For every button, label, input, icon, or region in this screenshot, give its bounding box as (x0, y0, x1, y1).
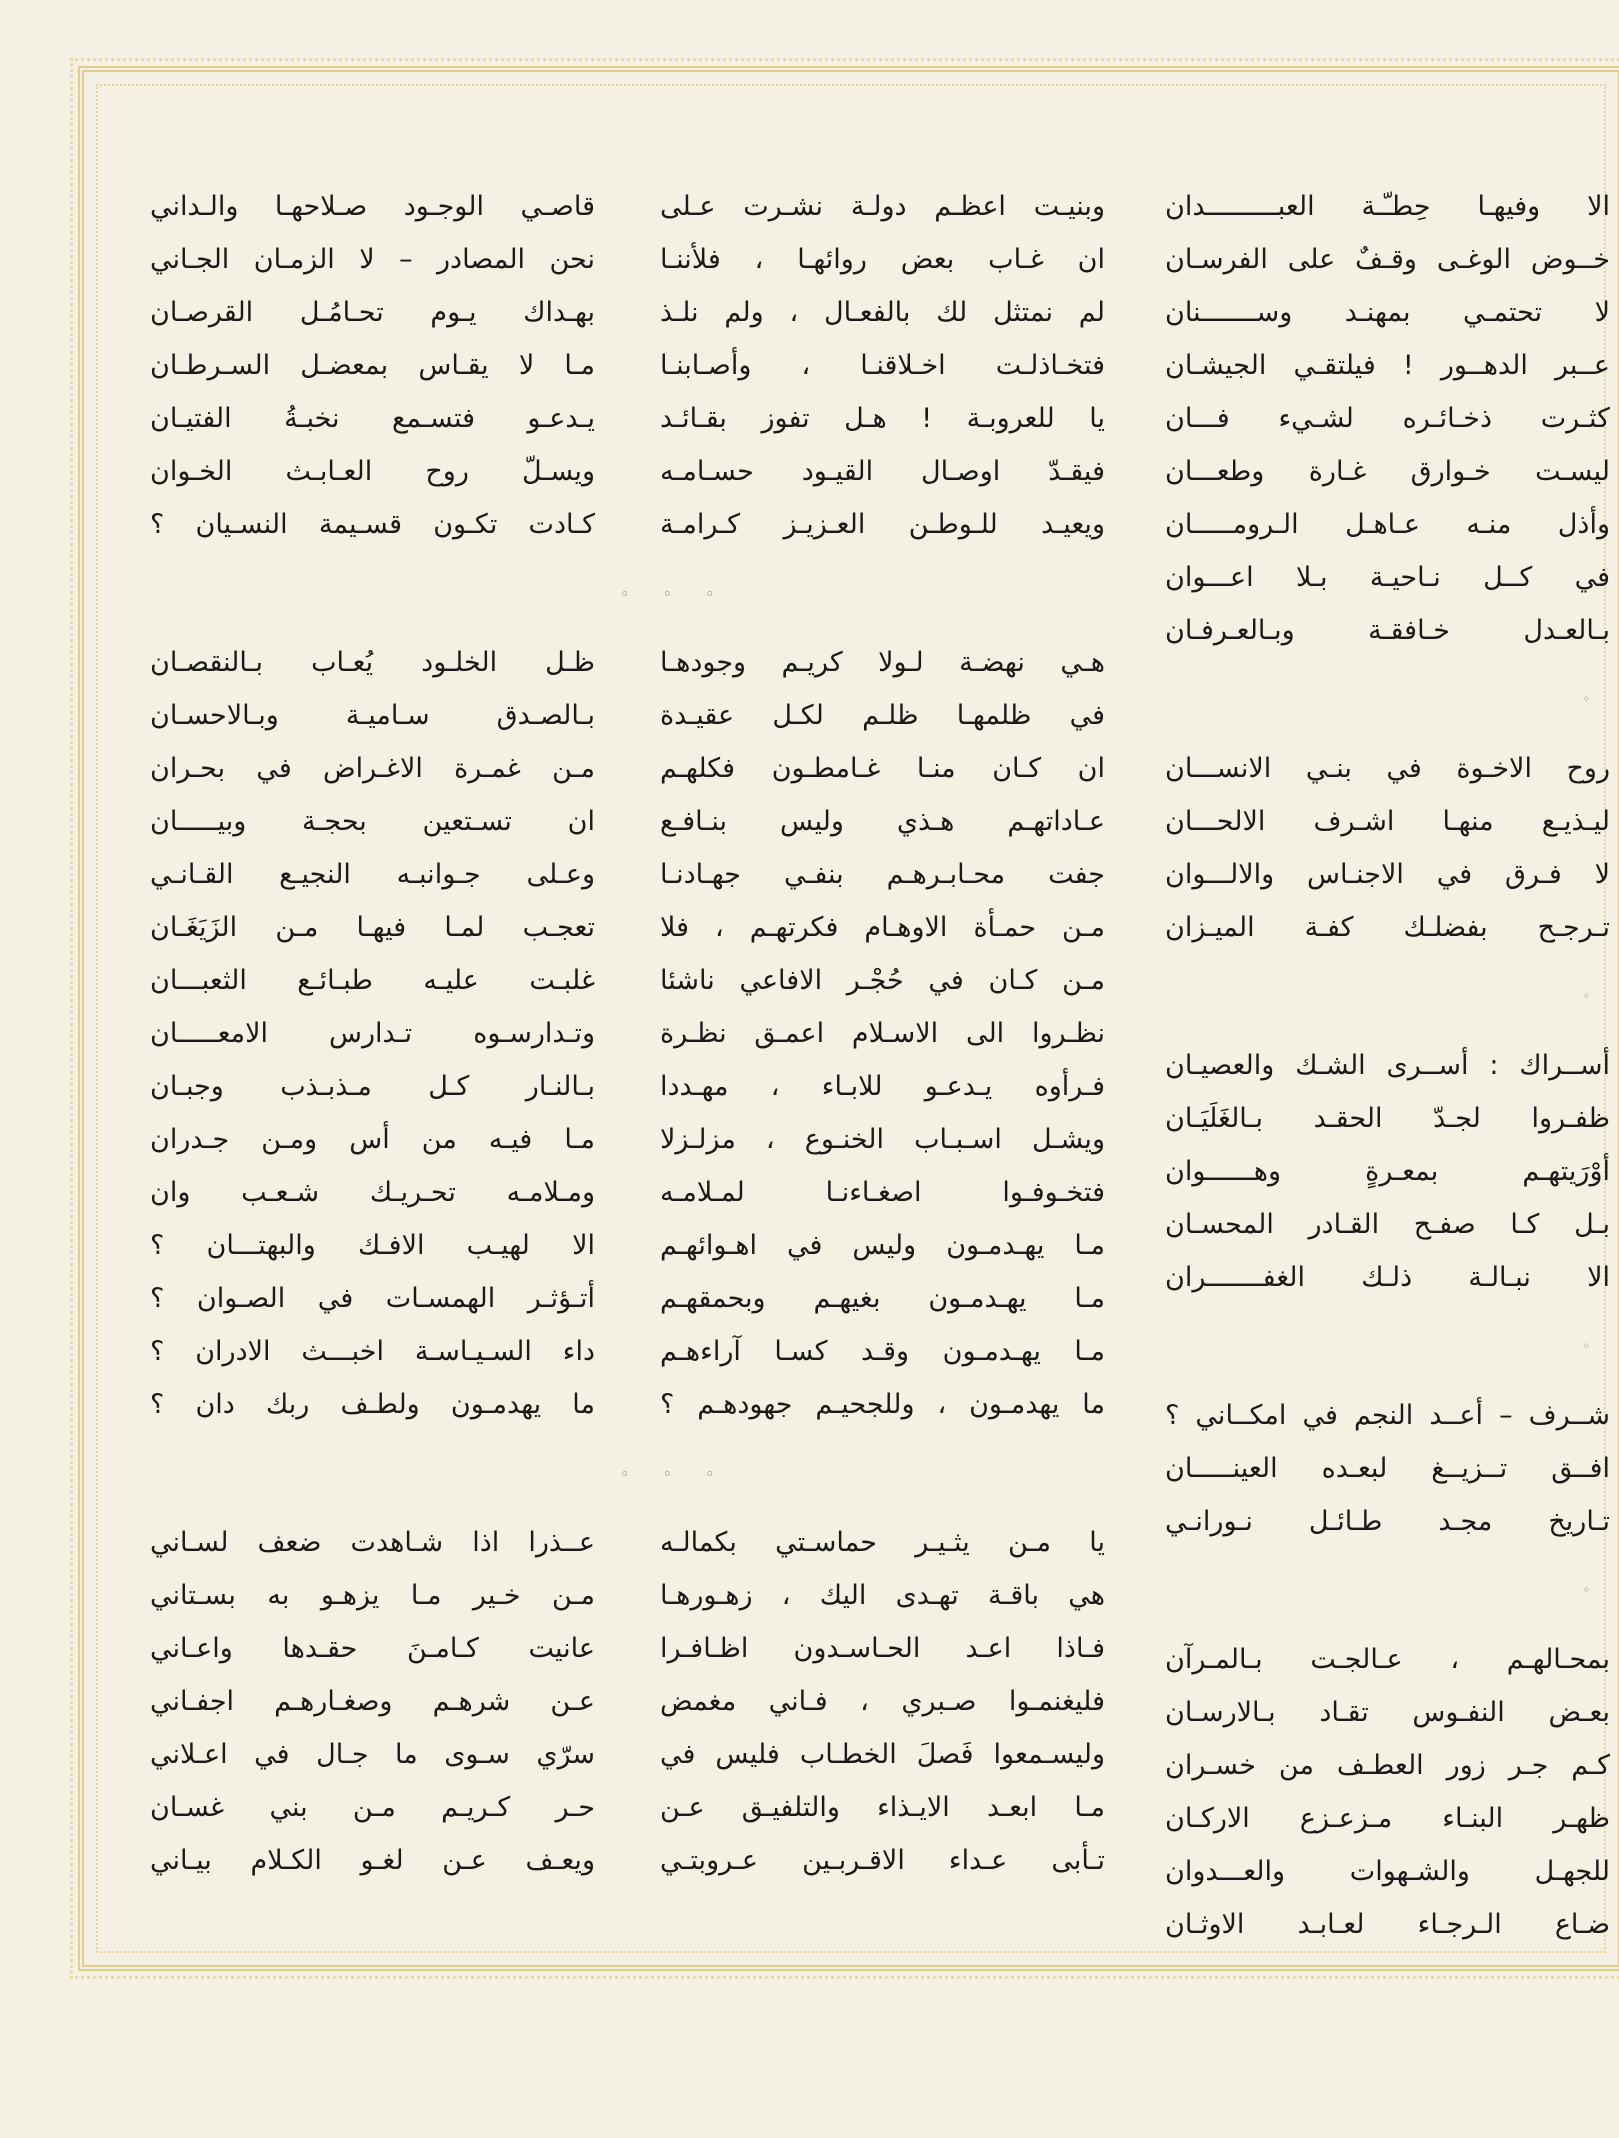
stanza (660, 636, 1105, 1431)
verse-line: فتخـاذلـت اخـلاقنـا ، وأصـابنـا (660, 350, 1105, 381)
verse-line: ظهـر البنـاء مـزعـزع الاركـان (1165, 1803, 1610, 1834)
verse-line: تـأبى عـداء الاقـربـين عـروبتـي (660, 1845, 1105, 1876)
verse-line: افــق تــزيــغ لبعـده العينـــــان (1165, 1453, 1610, 1484)
verse-line: بـل كـا صفـح القـادر المحسـان (1165, 1209, 1610, 1240)
stanza-mark: ◦ (1582, 989, 1590, 1004)
verse-line: ظـل الخلـود يُعـاب بـالنقصـان (150, 647, 595, 678)
verse-line: ما يهدمـون ولطـف ربك دان ؟ (150, 1389, 595, 1420)
stanza (1165, 1389, 1610, 1548)
verse-line: لا تحتمـي بمهنـد وســـــــنان (1165, 297, 1610, 328)
verse-line: يا للعروبـة ! هـل تفوز بقـائـد (660, 403, 1105, 434)
verse-line: مـن غمـرة الاغـراض في بحـران (150, 753, 595, 784)
verse-line: الا لهيـب الافـك والبهتـــان ؟ (150, 1230, 595, 1261)
verse-line: وتـدارسـوه تـدارس الامعـــــان (150, 1018, 595, 1049)
verse-line: سرّي سـوى ما جـال في اعـلاني (150, 1739, 595, 1770)
verse-line: غلبـت عليـه طبـائـع الثعبـــان (150, 965, 595, 996)
verse-line: فـرأوه يـدعـو للابـاء ، مهـددا (660, 1071, 1105, 1102)
stanza (660, 180, 1105, 551)
verse-line: حـر كـريـم مـن بني غسـان (150, 1792, 595, 1823)
verse-line: أوْرَيتهـم بمعـرةٍ وهــــــوان (1165, 1156, 1610, 1187)
verse-line: في ظلمهـا ظلـم لكـل عقيـدة (660, 700, 1105, 731)
stanza (150, 1516, 595, 1887)
verse-line: بـالصـدق سـاميـة وبـالاحسـان (150, 700, 595, 731)
verse-line: عــذرا اذا شـاهدت ضعف لسـاني (150, 1527, 595, 1558)
stanza-separator: ◦ ◦ ◦ (620, 584, 729, 603)
verse-line: جفت محـابـرهـم بنفـي جهـادنـا (660, 859, 1105, 890)
verse-line: للجهـل والشـهوات والعـــدوان (1165, 1856, 1610, 1887)
verse-line: هـي نهضـة لـولا كريـم وجودهـا (660, 647, 1105, 678)
verse-line: خــوض الوغـى وقـفٌ على الفرسـان (1165, 244, 1610, 275)
verse-line: بمحـالهـم ، عـالجـت بـالمـرآن (1165, 1644, 1610, 1675)
verse-line: وأذل منـه عـاهـل الـرومـــــان (1165, 509, 1610, 540)
stanza (1165, 180, 1610, 657)
verse-line: وليسـمعوا فَصلَ الخطـاب فليس في (660, 1739, 1105, 1770)
verse-line: كـادت تكـون قسـيمة النسـيان ؟ (150, 509, 595, 540)
verse-line: كـم جـر زور العطـف من خسـران (1165, 1750, 1610, 1781)
verse-line: ان تسـتعين بحجـة وبيـــــان (150, 806, 595, 837)
verse-line: فليغنمـوا صـبري ، فـاني مغمض (660, 1686, 1105, 1717)
verse-line: مـا يهـدمـون بغيهـم وبحمقهـم (660, 1283, 1105, 1314)
stanza (150, 180, 595, 551)
stanza (150, 636, 595, 1431)
verse-line: فيقـدّ اوصـال القيـود حسـامـه (660, 456, 1105, 487)
verse-line: ان كـان منـا غـامطـون فكلهـم (660, 753, 1105, 784)
stanza-mark: ◦ (1582, 1583, 1590, 1598)
stanza-mark: ◦ (1582, 692, 1590, 707)
verse-line: ضـاع الـرجـاء لعـابـد الاوثـان (1165, 1909, 1610, 1940)
verse-line: مـن حمـأة الاوهـام فكرتهـم ، فلا (660, 912, 1105, 943)
verse-line: يـدعـو فتسـمع نخبـةُ الفتيـان (150, 403, 595, 434)
verse-line: وعـلى جـوانبـه النجيـع القـانـي (150, 859, 595, 890)
verse-line: مـا لا يقـاس بمعضـل السـرطـان (150, 350, 595, 381)
verse-line: ليسـت خـوارق غـارة وطعـــان (1165, 456, 1610, 487)
verse-line: بعـض النفـوس تقـاد بـالارسـان (1165, 1697, 1610, 1728)
verse-line: عـن شرهـم وصغـارهـم اجفـاني (150, 1686, 595, 1717)
stanza (1165, 1633, 1610, 1951)
verse-line: مـن خـير مـا يزهـو به بسـتاني (150, 1580, 595, 1611)
verse-line: لا فـرق في الاجنـاس والالـــوان (1165, 859, 1610, 890)
verse-line: لم نمتثل لك بالفعـال ، ولم نلـذ (660, 297, 1105, 328)
verse-line: ويشـل اسـبـاب الخنـوع ، مزلـزلا (660, 1124, 1105, 1155)
verse-line: ما يهدمـون ، وللجحيـم جهودهـم ؟ (660, 1389, 1105, 1420)
verse-line: تـرجـح بفضلـك كفـة الميـزان (1165, 912, 1610, 943)
verse-line: بـالعـدل خـافقـة وبـالعـرفـان (1165, 615, 1610, 646)
verse-line: بـالنـار كـل مـذبـذب وجبـان (150, 1071, 595, 1102)
verse-line: الا نبـالـة ذلـك الغفـــــــران (1165, 1262, 1610, 1293)
verse-line: نظـروا الى الاسـلام اعمـق نظـرة (660, 1018, 1105, 1049)
verse-line: ويسـلّ روح العـابـث الخـوان (150, 456, 595, 487)
verse-line: قاصـي الوجـود صـلاحهـا والـداني (150, 191, 595, 222)
verse-line: ان غـاب بعض روائهـا ، فلأننـا (660, 244, 1105, 275)
stanza (1165, 1039, 1610, 1304)
verse-line: فـاذا اعـد الحـاسـدون اظـافـرا (660, 1633, 1105, 1664)
verse-line: ومـلامـه تحـريـك شـعـب وان (150, 1177, 595, 1208)
verse-line: وبنيـت اعظـم دولـة نشـرت عـلى (660, 191, 1105, 222)
verse-line: مـا يهـدمـون وقـد كسـا آراءهـم (660, 1336, 1105, 1367)
verse-line: أســراك : أســرى الشـك والعصيـان (1165, 1050, 1610, 1081)
verse-line: داء السـيـاسـة اخبـــث الادران ؟ (150, 1336, 595, 1367)
verse-line: روح الاخـوة في بنـي الانســـان (1165, 753, 1610, 784)
verse-line: ليـذيـع منهـا اشـرف الالحـــان (1165, 806, 1610, 837)
stanza-mark: ◦ (1582, 1339, 1590, 1354)
stanza (660, 1516, 1105, 1887)
stanza-separator: ◦ ◦ ◦ (620, 1464, 729, 1483)
verse-line: شــرف – أعــد النجم في امكــاني ؟ (1165, 1400, 1610, 1431)
poem-column-right (1165, 180, 1610, 1951)
verse-line: أتـؤثـر الهمسـات في الصـوان ؟ (150, 1283, 595, 1314)
verse-line: بهـداك يـوم تحـامُـل القرصـان (150, 297, 595, 328)
verse-line: تـاريخ مجـد طـائـل نـورانـي (1165, 1506, 1610, 1537)
poem-column-middle (620, 180, 1105, 1887)
verse-line: نحن المصادر – لا الزمـان الجـاني (150, 244, 595, 275)
verse-line: ظفـروا لجـدّ الحقـد بـالغَلَيَـان (1165, 1103, 1610, 1134)
verse-line: ويعـف عـن لغـو الكـلام بيـاني (150, 1845, 595, 1876)
poem-column-left (150, 180, 595, 1887)
verse-line: يا مـن يثـيـر حماسـتي بكمالـه (660, 1527, 1105, 1558)
verse-line: مـا ابعـد الايـذاء والتلفيـق عـن (660, 1792, 1105, 1823)
verse-line: تعجـب لمـا فيهـا مـن الزَيَغَـان (150, 912, 595, 943)
verse-line: الا وفيهـا حِطـّـة العبـــــــــدان (1165, 191, 1610, 222)
verse-line: عــبر الدهــور ! فيلتقـي الجيشـان (1165, 350, 1610, 381)
verse-line: ويعيـد للـوطـن العـزيـز كـرامـة (660, 509, 1105, 540)
verse-line: مـا يهـدمـون وليس في اهـوائهـم (660, 1230, 1105, 1261)
verse-line: مـا فيـه من أس ومـن جـدران (150, 1124, 595, 1155)
stanza (1165, 742, 1610, 954)
verse-line: فتخـوفـوا اصغـاءنـا لمـلامـه (660, 1177, 1105, 1208)
verse-line: كثـرت ذخـائـره لشـيء فـــان (1165, 403, 1610, 434)
verse-line: مـن كـان في حُجْـر الافاعي ناشئا (660, 965, 1105, 996)
verse-line: في كــل نـاحيـة بـلا اعـــوان (1165, 562, 1610, 593)
verse-line: هي باقـة تهـدى اليك ، زهـورهـا (660, 1580, 1105, 1611)
verse-line: عـاداتهـم هـذي وليس بنـافـع (660, 806, 1105, 837)
verse-line: عانيت كـامـنَ حقـدها واعـاني (150, 1633, 595, 1664)
